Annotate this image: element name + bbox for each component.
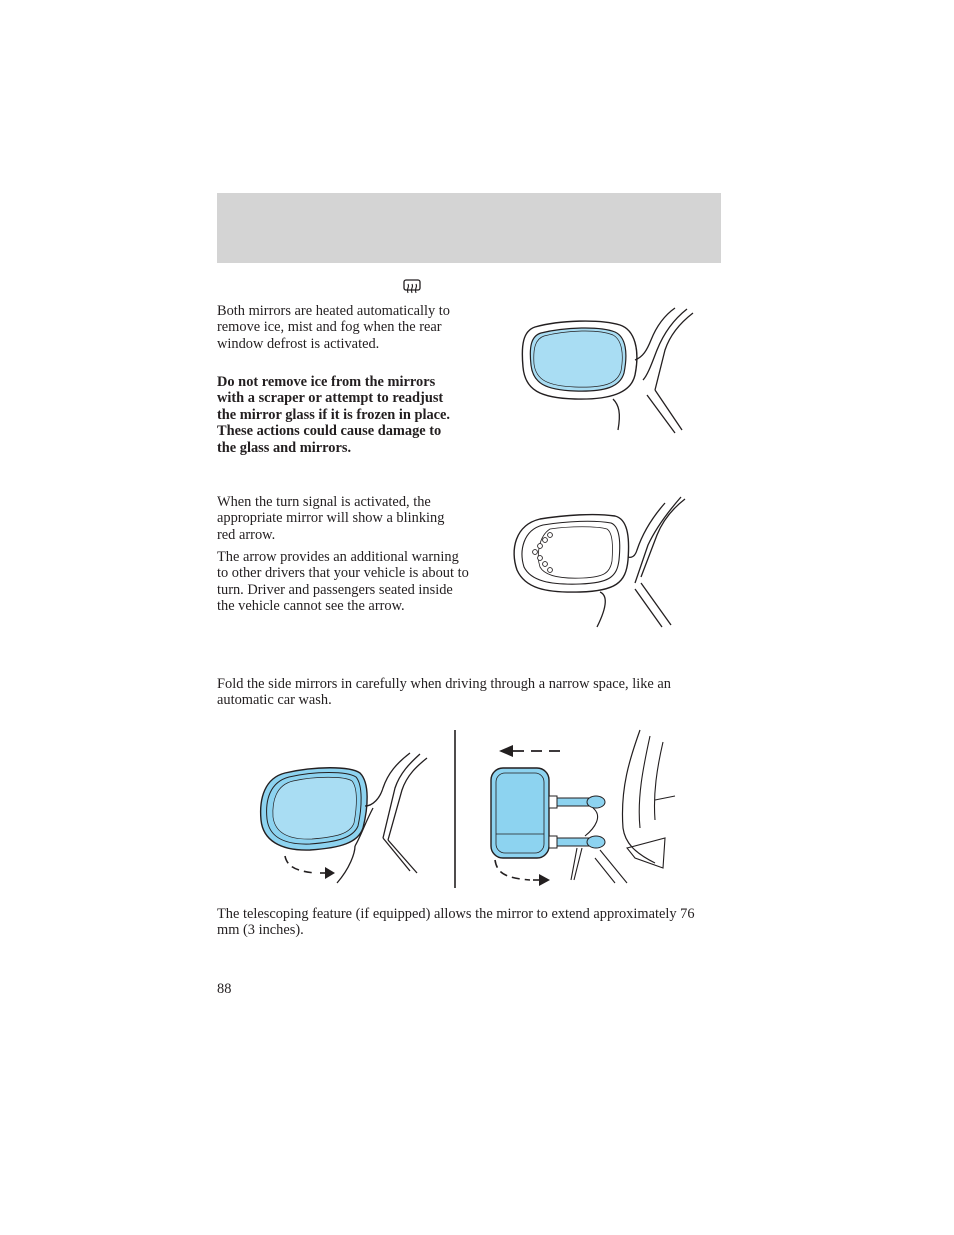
rear-defrost-icon xyxy=(403,279,421,295)
heated-mirrors-text: Both mirrors are heated automatically to remove ice, mist and fog when the rear window defrost is activated. xyxy=(217,303,450,352)
telescoping-text: The telescoping feature (if equipped) allows the mirror to extend approximately 76 mm (3 inches). xyxy=(217,906,695,939)
page-number: 88 xyxy=(217,981,232,997)
warning-text: Do not remove ice from the mirrors with a scraper or attempt to readjust the mirror glass if it is frozen in place. These actions could cause damage to the glass and mirrors. xyxy=(217,374,451,456)
signal-mirror-text-1: When the turn signal is activated, the appropriate mirror will show a blinking red arrow. xyxy=(217,494,445,543)
folding-text: Fold the side mirrors in carefully when driving through a narrow space, like an automatic car wash. xyxy=(217,676,671,709)
folding-mirror-illustration xyxy=(255,728,680,890)
heated-mirror-illustration xyxy=(515,305,700,435)
signal-mirror-text-2: The arrow provides an additional warning to other drivers that your vehicle is about to turn. Driver and passengers seated inside the vehicle cannot see the arrow. xyxy=(217,549,469,615)
signal-mirror-illustration xyxy=(505,495,690,630)
section-header-band xyxy=(217,193,721,263)
